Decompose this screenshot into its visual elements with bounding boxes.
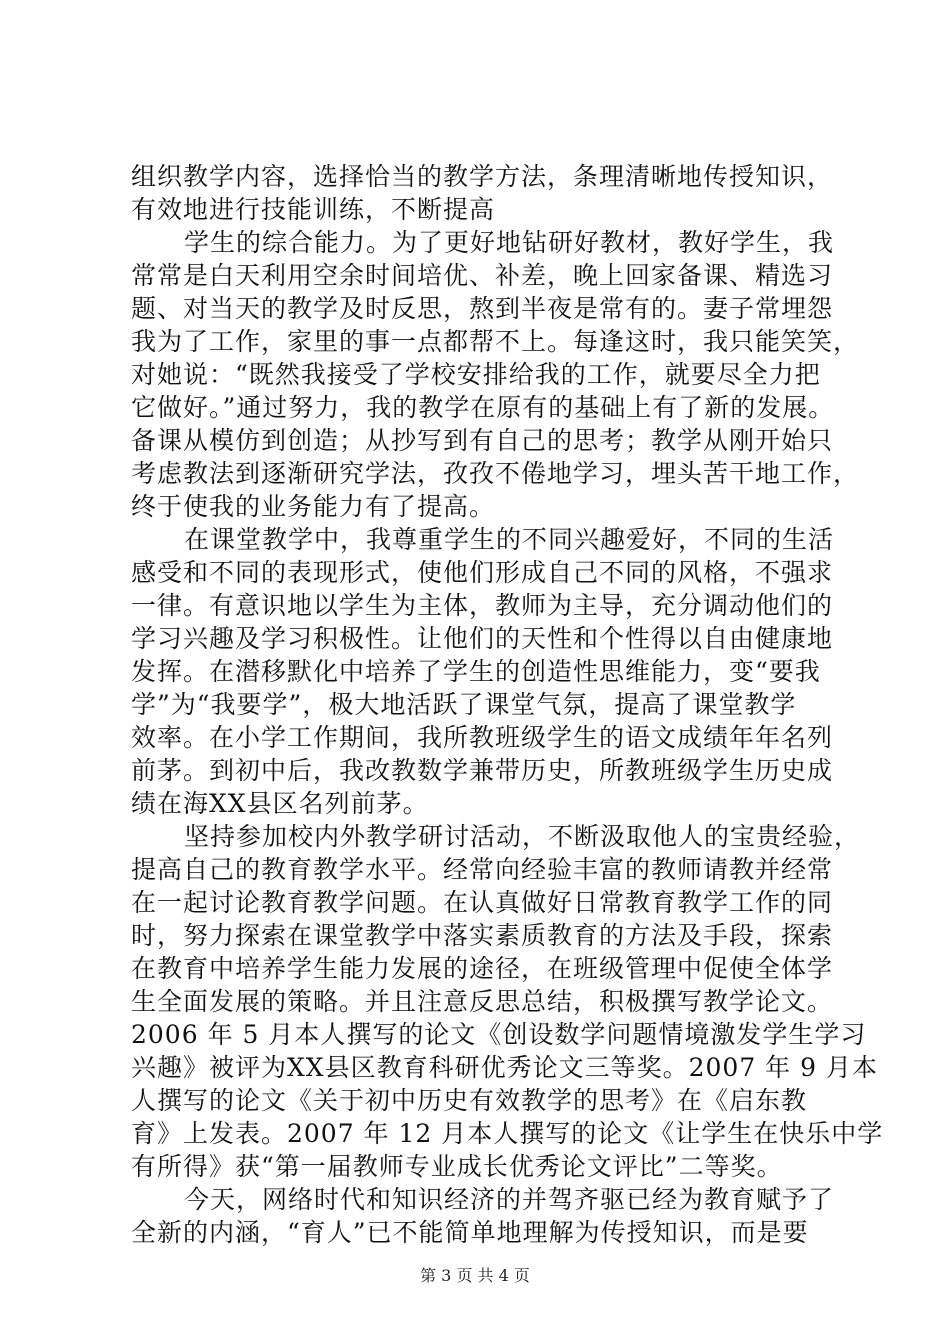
text-line: 一律。有意识地以学生为主体，教师为主导，充分调动他们的 [131,591,834,620]
text-line: 组织教学内容，选择恰当的教学方法，条理清晰地传授知识， [131,162,834,191]
document-body [131,160,884,1249]
text-line: 题、对当天的教学及时反思，熬到半夜是常有的。妻子常埋怨 [131,294,834,323]
text-line: 全新的内涵，“育人”已不能简单地理解为传授知识，而是要 [131,1218,809,1247]
text-line: 有效地进行技能训练，不断提高 [131,195,496,224]
text-line: 提高自己的教育教学水平。经常向经验丰富的教师请教并经常 [131,855,834,884]
text-line: 育》上发表。2007 年 12 月本人撰写的论文《让学生在快乐中学 [131,1119,884,1148]
text-line: 前茅。到初中后，我改教数学兼带历史，所教班级学生历史成 [131,756,834,785]
text-line: 对她说：“既然我接受了学校安排给我的工作，就要尽全力把 [131,360,821,389]
text-line: 发挥。在潜移默化中培养了学生的创造性思维能力，变“要我 [131,657,821,686]
text-line: 常常是白天利用空余时间培优、补差，晚上回家备课、精选习 [131,261,834,290]
text-line: 学习兴趣及学习积极性。让他们的天性和个性得以自由健康地 [131,624,834,653]
text-line: 生全面发展的策略。并且注意反思总结，积极撰写教学论文。 [131,987,834,1016]
text-line: 考虑教法到逐渐研究学法，孜孜不倦地学习，埋头苦干地工作， [131,459,860,488]
text-line: 终于使我的业务能力有了提高。 [131,492,496,521]
text-line: 学”为“我要学”，极大地活跃了课堂气氛，提高了课堂教学 [131,690,797,719]
text-line: 时，努力探索在课堂教学中落实素质教育的方法及手段，探索 [131,921,834,950]
text-line: 我为了工作，家里的事一点都帮不上。每逢这时，我只能笑笑， [131,327,860,356]
text-line: 效率。在小学工作期间，我所教班级学生的语文成绩年年名列 [131,723,834,752]
page-footer: 第 3 页 共 4 页 [420,1266,530,1285]
text-line: 人撰写的论文《关于初中历史有效教学的思考》在《启东教 [131,1086,808,1115]
text-line: 在一起讨论教育教学问题。在认真做好日常教育教学工作的同 [131,888,834,917]
text-line: 今天，网络时代和知识经济的并驾齐驱已经为教育赋予了 [184,1185,835,1214]
text-line: 学生的综合能力。为了更好地钻研好教材，教好学生，我 [184,228,835,257]
text-line: 备课从模仿到创造；从抄写到有自己的思考；教学从刚开始只 [131,426,834,455]
text-line: 有所得》获“第一届教师专业成长优秀论文评比”二等奖。 [131,1152,783,1181]
text-line: 它做好。”通过努力，我的教学在原有的基础上有了新的发展。 [131,393,835,422]
text-line: 绩在海XX县区名列前茅。 [131,789,429,818]
text-line: 兴趣》被评为XX县区教育科研优秀论文三等奖。2007 年 9 月本 [131,1053,878,1082]
text-line: 2006 年 5 月本人撰写的论文《创设数学问题情境激发学生学习 [131,1020,867,1049]
text-line: 感受和不同的表现形式，使他们形成自己不同的风格，不强求 [131,558,834,587]
text-line: 在课堂教学中，我尊重学生的不同兴趣爱好，不同的生活 [184,525,835,554]
text-line: 在教育中培养学生能力发展的途径，在班级管理中促使全体学 [131,954,834,983]
text-line: 坚持参加校内外教学研讨活动，不断汲取他人的宝贵经验， [184,822,861,851]
